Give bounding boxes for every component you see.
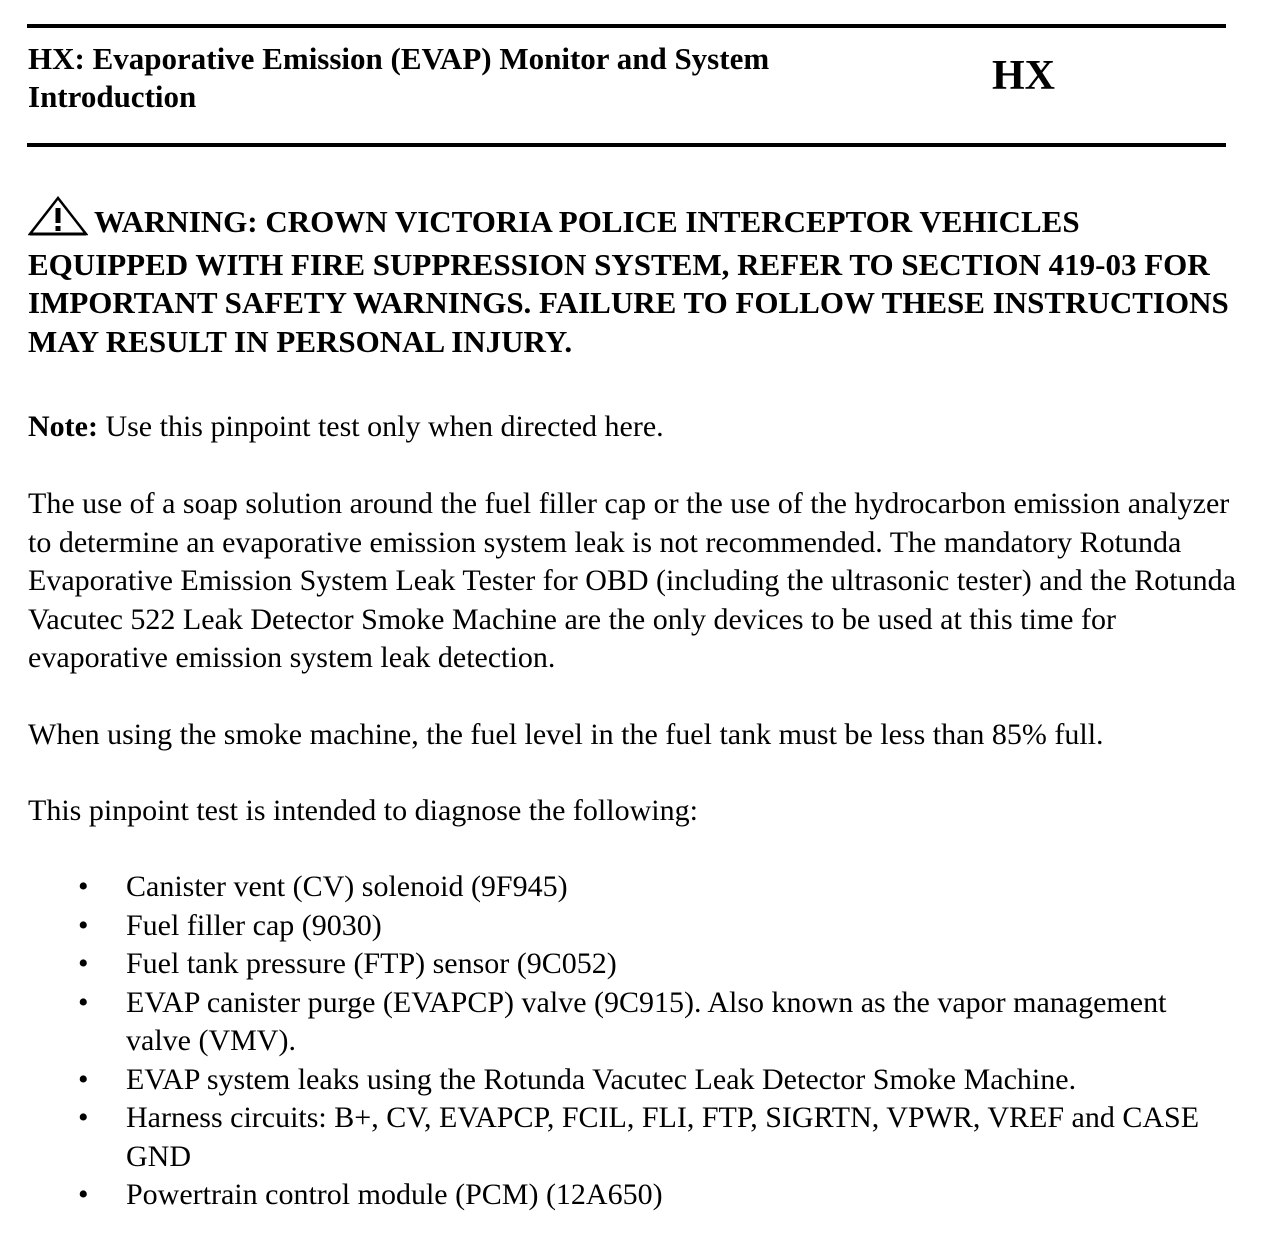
page-title-line1: HX: Evaporative Emission (EVAP) Monitor and System [28, 41, 770, 76]
diagnose-intro-paragraph: This pinpoint test is intended to diagnose the following: [28, 794, 698, 827]
list-item [70, 1061, 1230, 1100]
bullet-icon: • [78, 1062, 89, 1096]
list-item [70, 1176, 1230, 1215]
list-item [70, 945, 1230, 984]
page-title-line2: Introduction [28, 79, 197, 114]
list-item-text: Powertrain control module (PCM) (12A650) [126, 1178, 663, 1211]
list-item [70, 868, 1230, 907]
section-code: HX [992, 53, 1055, 99]
list-item [70, 1099, 1230, 1176]
list-item-text: EVAP system leaks using the Rotunda Vacutec Leak Detector Smoke Machine. [126, 1062, 1077, 1096]
intro-paragraph: The use of a soap solution around the fuel filler cap or the use of the hydrocarbon emission analyzer to determine an evaporative emission system leak is not recommended. The mandatory Rotunda Evaporative Emission System Leak Tester for OBD (including the ultrasonic tester) and the Rotunda Vacutec 522 Leak Detector Smoke Machine are the only devices to be used at this time for evaporative emission system leak detection. [28, 487, 1236, 674]
bullet-icon: • [78, 908, 89, 942]
list-item-text: Fuel tank pressure (FTP) sensor (9C052) [126, 947, 617, 980]
warning-block [28, 196, 1238, 361]
list-item-text: Canister vent (CV) solenoid (9F945) [126, 870, 568, 903]
fuel-level-paragraph: When using the smoke machine, the fuel level in the fuel tank must be less than 85% full. [28, 718, 1104, 751]
bullet-icon: • [78, 985, 89, 1019]
warning-triangle-icon [28, 196, 88, 246]
note-paragraph [28, 408, 1248, 447]
diagnose-list [70, 868, 1230, 1215]
bullet-icon: • [78, 1101, 89, 1134]
list-item-text: Fuel filler cap (9030) [126, 908, 382, 942]
bullet-icon: • [78, 947, 89, 980]
list-item-text: EVAP canister purge (EVAPCP) valve (9C915). Also known as the vapor management valve (VMV). [126, 985, 1167, 1057]
page-title [28, 40, 888, 116]
top-rule [27, 24, 1226, 28]
list-item [70, 984, 1230, 1061]
note-label: Note: [28, 410, 98, 443]
header-rule [27, 143, 1226, 147]
note-text: Use this pinpoint test only when directed here. [105, 410, 664, 443]
warning-text: WARNING: CROWN VICTORIA POLICE INTERCEPTOR VEHICLES EQUIPPED WITH FIRE SUPPRESSION SYSTEM, REFER TO SECTION 419-03 FOR IMPORTANT SAFETY WARNINGS. FAILURE TO FOLLOW THESE INSTRUCTIONS MAY RESULT IN PERSONAL INJURY. [28, 204, 1229, 359]
list-item [70, 907, 1230, 946]
bullet-icon: • [78, 1178, 89, 1211]
list-item-text: Harness circuits: B+, CV, EVAPCP, FCIL, FLI, FTP, SIGRTN, VPWR, VREF and CASE GND [126, 1101, 1200, 1173]
bullet-icon: • [78, 870, 89, 903]
